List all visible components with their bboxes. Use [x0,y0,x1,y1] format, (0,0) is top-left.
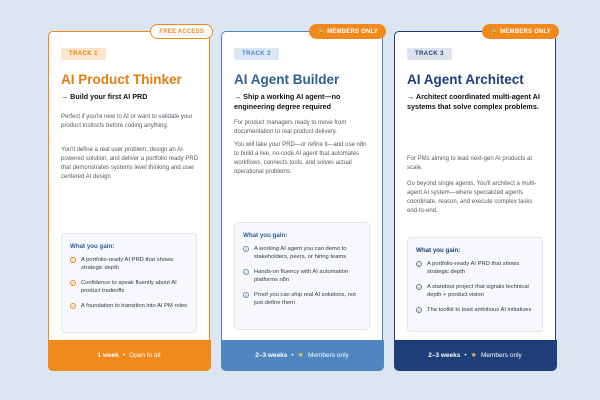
gains-title: What you gain: [70,243,115,250]
footer-duration: 2–3 weeks [428,351,461,359]
gain-text: Proof you can ship real AI solutions, not just define them [254,291,356,306]
members-only-badge [482,24,559,39]
gain-item [416,260,534,277]
card-description: For PMs aiming to lead next-gen AI products at scale. [407,156,533,171]
card-description: Perfect if you're new to AI or want to validate your product instincts before coding anything. [61,114,193,129]
card-tagline: → Ship a working AI agent—no engineering degree required [234,92,341,111]
card-title: AI Product Thinker [61,72,182,87]
check-icon: ✓ [71,258,75,263]
footer-access: Members only [480,351,522,359]
lock-icon: 🔒 [490,28,499,35]
gain-item [70,302,188,310]
card-footer[interactable] [221,340,384,371]
gain-text: Confidence to speak fluently about AI product tradeoffs [81,279,177,295]
star-icon: ★ [470,352,477,359]
check-icon: ✓ [71,303,75,309]
check-icon: ✓ [71,280,75,286]
footer-separator: • [122,351,126,359]
gain-text: A working AI agent you can demo to stakeholders, peers, or hiring teams [254,246,347,261]
star-icon: ★ [297,352,304,359]
check-icon: ✓ [417,284,421,290]
gains-box [234,222,370,330]
gain-item [243,268,361,285]
free-access-badge [150,24,213,39]
card-description: For product managers ready to move from documentation to real product delivery. [234,120,347,135]
lock-icon: 🔒 [317,28,326,35]
track-label: TRACK 2 [234,48,279,60]
gain-item [416,283,534,300]
track-card-1[interactable] [48,28,210,370]
check-icon: ✓ [244,247,248,252]
card-description: You will take your PRD—or refine it—and use n8n to build a live, no-code AI agent that automates workflows, connects tools, and solves actual operational problems. [234,142,367,175]
check-icon: ✓ [417,307,421,313]
gain-item [243,291,361,308]
gain-text: The toolkit to lead ambitious AI initiatives [427,306,532,313]
card-description: You'll define a real user problem, design an AI-powered solution, and deliver a portfolio ready PRD that demonstrates systems level thinking and user centered AI design [61,147,199,180]
members-only-badge [309,24,386,39]
gains-box [61,233,197,333]
track-label: TRACK 1 [61,48,106,60]
gains-title: What you gain: [416,247,461,254]
card-footer[interactable] [394,340,557,371]
footer-separator: • [291,351,294,359]
badge-label: MEMBERS ONLY [500,28,551,35]
gain-item [243,245,361,262]
gain-text: A portfolio-ready AI PRD that shows strategic depth [427,261,520,276]
gains-title: What you gain: [243,232,288,239]
gain-text: A portfolio-ready AI PRD that shows strategic depth [81,257,174,272]
card-tagline: → Architect coordinated multi-agent AI systems that solve complex problems. [407,92,540,111]
footer-duration: 2–3 weeks [255,351,288,359]
gain-item [416,306,534,314]
gain-item [70,256,188,273]
badge-label: MEMBERS ONLY [327,28,378,35]
card-description: Go beyond single agents. You'll architect a multi-agent AI system—where specialized agents coordinate, reason, and execute complex tasks end-to-end. [407,181,537,214]
footer-duration: 1 week [97,351,119,359]
gains-box [407,237,543,332]
gain-text: A standout project that signals technical depth + product vision [427,283,529,299]
track-card-3[interactable] [394,28,556,370]
footer-access: Members only [307,351,349,359]
track-card-2[interactable] [221,28,383,370]
check-icon: ✓ [244,269,248,275]
card-title: AI Agent Builder [234,72,340,87]
footer-access: Open to all [129,351,161,359]
card-title: AI Agent Architect [407,72,524,87]
track-label: TRACK 3 [407,48,452,60]
card-tagline: → Build your first AI PRD [61,92,148,101]
gain-item [70,279,188,296]
card-footer[interactable] [48,340,211,371]
gain-text: Hands-on fluency with AI automation platforms n8n [254,268,349,284]
footer-separator: • [464,351,467,359]
check-icon: ✓ [417,262,421,267]
gain-text: A foundation to transition into AI PM roles [81,302,188,309]
badge-label: FREE ACCESS [159,28,204,35]
check-icon: ✓ [244,292,248,298]
